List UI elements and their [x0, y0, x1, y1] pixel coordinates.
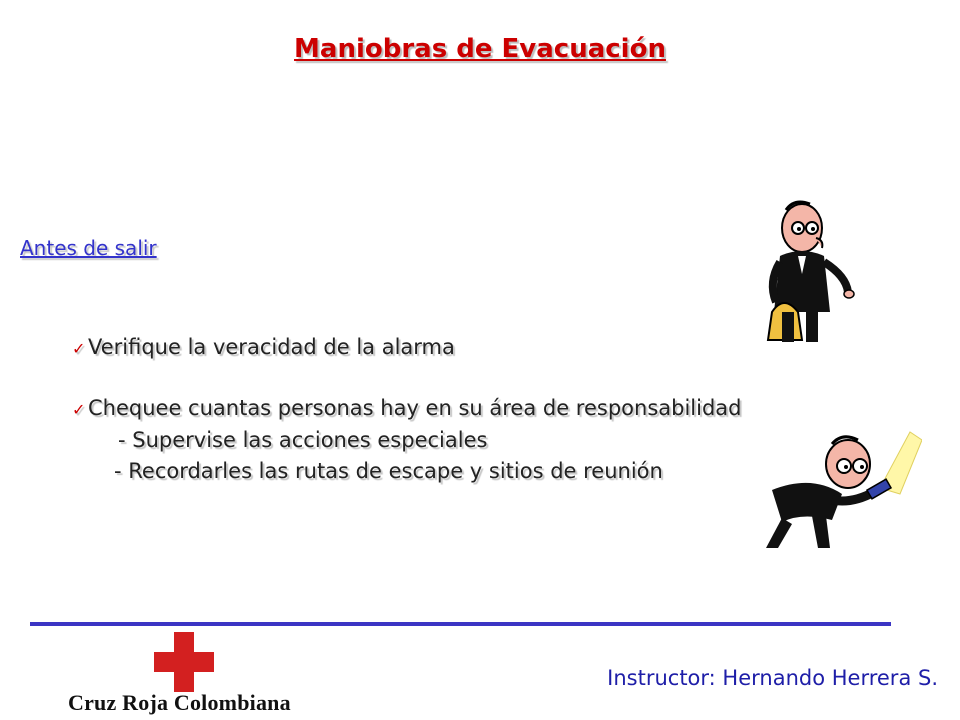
check-icon: ✓ [72, 339, 86, 358]
instructor-credit: Instructor: Hernando Herrera S. [607, 666, 938, 690]
section-heading: Antes de salir [20, 236, 157, 260]
sub-item: - Supervise las acciones especiales [118, 428, 488, 452]
person-with-bell-illustration [750, 196, 860, 344]
sub-item: - Recordarles las rutas de escape y sitios de reunión [114, 459, 663, 483]
bullet-list [72, 332, 772, 487]
slide-title: Maniobras de Evacuación [294, 34, 666, 64]
check-icon: ✓ [72, 400, 86, 419]
bullet-item [72, 393, 772, 425]
bullet-text: Chequee cuantas personas hay en su área de responsabilidad [88, 396, 742, 420]
organization-name: Cruz Roja Colombiana [68, 690, 291, 715]
person-with-flashlight-illustration [752, 430, 922, 552]
footer-divider [30, 622, 891, 626]
bullet-item [72, 332, 772, 364]
bullet-text: Verifique la veracidad de la alarma [88, 335, 455, 359]
